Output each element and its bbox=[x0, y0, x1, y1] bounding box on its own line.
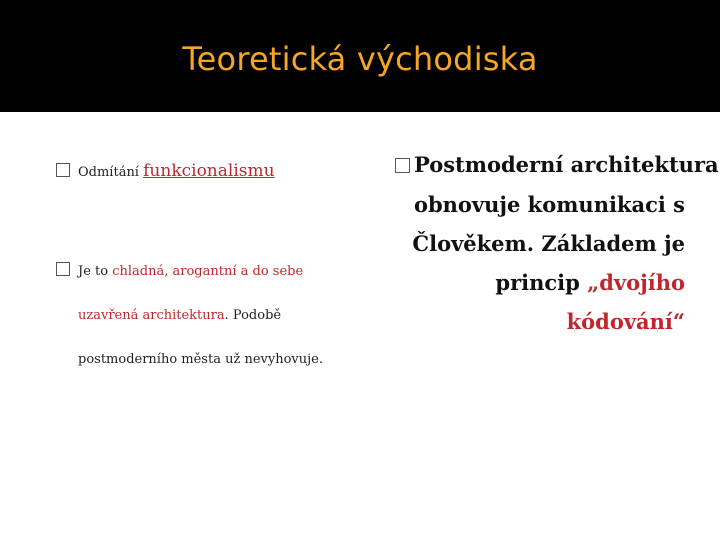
right-line-4-pre: princip bbox=[495, 270, 588, 295]
bullet-item-1 bbox=[56, 160, 275, 184]
bullet-1-keyword: funkcionalismu bbox=[143, 161, 275, 181]
right-line-1-text: Postmoderní architektura bbox=[414, 152, 719, 177]
bullet-box-icon bbox=[56, 163, 70, 177]
slide-title: Teoretická východiska bbox=[182, 40, 538, 78]
right-line-4 bbox=[395, 263, 685, 302]
bullet-2-line-1 bbox=[56, 250, 346, 294]
right-line-4-red: „dvojího bbox=[587, 270, 685, 295]
bullet-2-line-2 bbox=[56, 294, 346, 338]
bullet-box-icon bbox=[395, 153, 412, 177]
bullet-2-line-3: postmoderního města už nevyhovuje. bbox=[78, 352, 323, 367]
bullet-item-2 bbox=[56, 250, 346, 382]
bullet-1-prefix: Odmítání bbox=[78, 165, 139, 180]
right-line-2: obnovuje komunikaci s bbox=[413, 192, 685, 217]
bullet-2-pre: Je to bbox=[78, 264, 113, 279]
right-column bbox=[395, 145, 719, 341]
right-line-1 bbox=[395, 145, 719, 185]
bullet-2-red-2: uzavřená architektura bbox=[78, 308, 225, 323]
bullet-2-red-1: chladná, arogantní a do sebe bbox=[112, 264, 304, 279]
bullet-box-icon bbox=[56, 262, 70, 276]
right-line-3: Člověkem. Základem je bbox=[412, 231, 685, 256]
bullet-2-post: . Podobě bbox=[224, 308, 282, 323]
right-line-5: kódování“ bbox=[566, 309, 685, 334]
